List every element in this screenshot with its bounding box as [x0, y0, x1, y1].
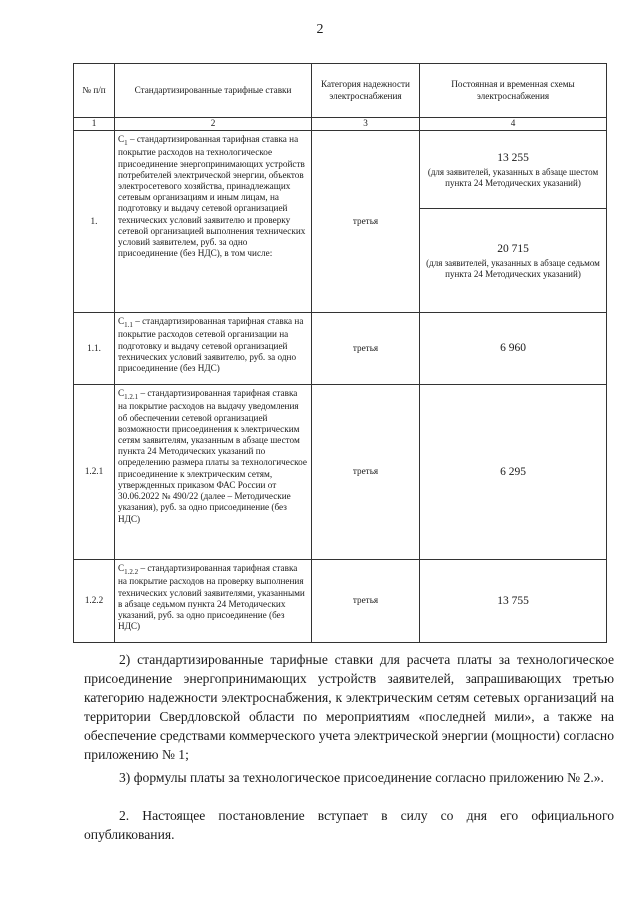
page-number: 2: [316, 22, 324, 37]
table-row: [74, 560, 607, 643]
row-value: 6 960: [420, 313, 607, 385]
table-row: [74, 385, 607, 560]
value-b: 20 715: [497, 242, 529, 255]
row-value-b: [420, 209, 607, 313]
tariff-table: [73, 63, 607, 643]
row-num: 1.: [74, 131, 115, 313]
note-a: (для заявителей, указанных в абзаце шестом пункта 24 Методических указаний): [427, 166, 599, 188]
row-value: 6 295: [420, 385, 607, 560]
index-cell: 1: [74, 118, 115, 131]
row-num: 1.1.: [74, 313, 115, 385]
row-category: третья: [312, 385, 420, 560]
row-num: 1.2.1: [74, 385, 115, 560]
row-category: третья: [312, 131, 420, 313]
note-b: (для заявителей, указанных в абзаце седьмом пункта 24 Методических указаний): [426, 257, 600, 279]
index-cell: 2: [115, 118, 312, 131]
table-header-row: [74, 64, 607, 118]
row-description: $C_{1.2.2}$ – стандартизированная тарифная ставка на покрытие расходов на проверку выполнения технических условий заявителями, указанными в абзаце седьмом пункта 24 Методических указаний, руб. за одно присоединение (без НДС): [115, 560, 312, 643]
row-num: 1.2.2: [74, 560, 115, 643]
row-category: третья: [312, 560, 420, 643]
table-index-row: [74, 118, 607, 131]
paragraph-effective-date: 2. Настоящее постановление вступает в силу со дня его официального опубликования.: [84, 808, 614, 842]
header-category: Категория надежности электроснабжения: [312, 64, 420, 118]
table-row: [74, 313, 607, 385]
header-num: № п/п: [74, 64, 115, 118]
header-schemes: Постоянная и временная схемы электроснабжения: [420, 64, 607, 118]
value-a: 13 255: [497, 151, 529, 164]
index-cell: 3: [312, 118, 420, 131]
row-value: 13 755: [420, 560, 607, 643]
paragraph-item-2: 2) стандартизированные тарифные ставки для расчета платы за технологическое присоединение энергопринимающих устройств заявителей, запрашивающих третью категорию надежности электроснабжения, к электрическим сетям сетевых организаций на территории Свердловской области по мероприятиям «последней мили», а также на обеспечение средствами коммерческого учета электрической энергии (мощности) согласно приложению № 1;: [84, 652, 614, 762]
row-description: $C_1$ – стандартизированная тарифная ставка на покрытие расходов на технологическое присоединение энергопринимающих устройств потребителей электрической энергии, объектов электросетевого хозяйства, принадлежащих сетевым организациям и иным лицам, на подготовку и выдачу сетевой организацией технических условий заявителю и проверку сетевой организацией выполнения технических условий заявителем, руб. за одно присоединение (без НДС), в том числе:: [115, 131, 312, 313]
row-description: $C_{1.2.1}$ – стандартизированная тарифная ставка на покрытие расходов на выдачу уведомления об обеспечении сетевой организацией возможности присоединения к электрическим сетям заявителям, указанным в абзаце шестом пункта 24 Методических указаний по определению размера платы за технологическое присоединение к электрическим сетям, утвержденных приказом ФАС России от 30.06.2022 № 490/22 (далее – Методические указания), руб. за одно присоединение (без НДС): [115, 385, 312, 560]
index-cell: 4: [420, 118, 607, 131]
row-value-a: [420, 131, 607, 209]
row-description: $C_{1.1}$ – стандартизированная тарифная ставка на покрытие расходов сетевой организации на подготовку и выдачу сетевой организацией технических условий заявителю, руб. за одно присоединение (без НДС): [115, 313, 312, 385]
row-category: третья: [312, 313, 420, 385]
header-tariff: Стандартизированные тарифные ставки: [115, 64, 312, 118]
paragraph-item-3: 3) формулы платы за технологическое присоединение согласно приложению № 2.».: [119, 770, 604, 785]
table-row: [74, 131, 607, 209]
